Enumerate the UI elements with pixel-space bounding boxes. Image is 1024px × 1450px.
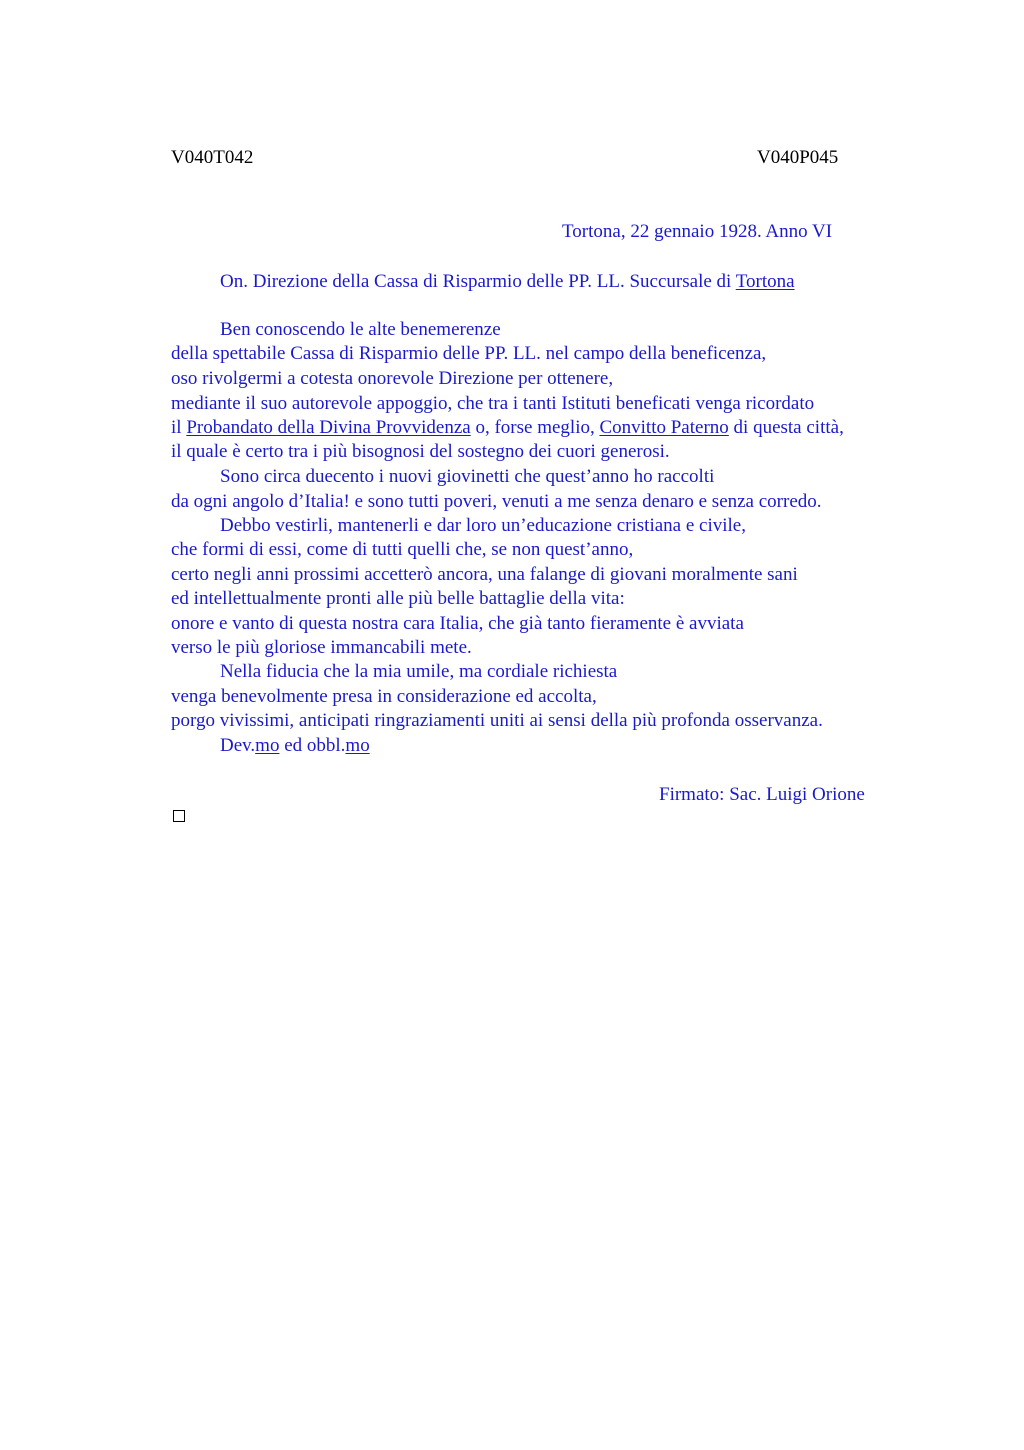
letter-line: oso rivolgermi a cotesta onorevole Direzione per ottenere, [171, 368, 614, 389]
letter-line: mediante il suo autorevole appoggio, che tra i tanti Istituti beneficati venga ricordato [171, 393, 815, 414]
line-text: o, forse meglio, [470, 417, 600, 438]
closing-abbrev: mo [345, 735, 370, 756]
institute-name-probandato: Probandato della Divina Provvidenza [186, 417, 471, 438]
closing-abbrev: mo [255, 735, 280, 756]
letter-line: da ogni angolo d’Italia! e sono tutti poveri, venuti a me senza denaro e senza corredo. [171, 491, 822, 512]
institute-name-convitto: Convitto Paterno [599, 417, 729, 438]
addressee-text: On. Direzione della Cassa di Risparmio delle PP. LL. Succursale di [220, 271, 736, 292]
letter-line: onore e vanto di questa nostra cara Italia, che già tanto fieramente è avviata [171, 613, 744, 634]
closing-text: ed obbl. [279, 735, 346, 756]
letter-signature: Firmato: Sac. Luigi Orione [659, 784, 865, 805]
line-text: di questa città, [728, 417, 844, 438]
letter-line: ed intellettualmente pronti alle più belle battaglie della vita: [171, 588, 625, 609]
letter-line [171, 416, 844, 440]
letter-line: che formi di essi, come di tutti quelli che, se non quest’anno, [171, 539, 634, 560]
letter-line: Sono circa duecento i nuovi giovinetti che quest’anno ho raccolti [220, 466, 715, 487]
letter-line: Debbo vestirli, mantenerli e dar loro un’educazione cristiana e civile, [220, 515, 746, 536]
closing-text: Dev. [220, 735, 256, 756]
letter-line: della spettabile Cassa di Risparmio delle PP. LL. nel campo della beneficenza, [171, 343, 767, 364]
letter-line: certo negli anni prossimi accetterò ancora, una falange di giovani moralmente sani [171, 564, 798, 585]
letter-line: Nella fiducia che la mia umile, ma cordiale richiesta [220, 661, 618, 682]
letter-dateline: Tortona, 22 gennaio 1928. Anno VI [562, 221, 833, 242]
document-code-right: V040P045 [757, 147, 839, 168]
document-code-left: V040T042 [171, 147, 254, 168]
letter-line: il quale è certo tra i più bisognosi del sostegno dei cuori generosi. [171, 441, 670, 462]
letter-line: venga benevolmente presa in considerazione ed accolta, [171, 686, 597, 707]
letter-closing [220, 734, 370, 758]
letter-line: verso le più gloriose immancabili mete. [171, 637, 472, 658]
letter-addressee [220, 270, 795, 294]
letter-line: porgo vivissimi, anticipati ringraziamenti uniti ai sensi della più profonda osservanza. [171, 710, 823, 731]
addressee-city: Tortona [735, 271, 795, 292]
letter-line: Ben conoscendo le alte benemerenze [220, 319, 501, 340]
empty-square-icon [173, 810, 185, 822]
line-text: il [171, 417, 187, 438]
